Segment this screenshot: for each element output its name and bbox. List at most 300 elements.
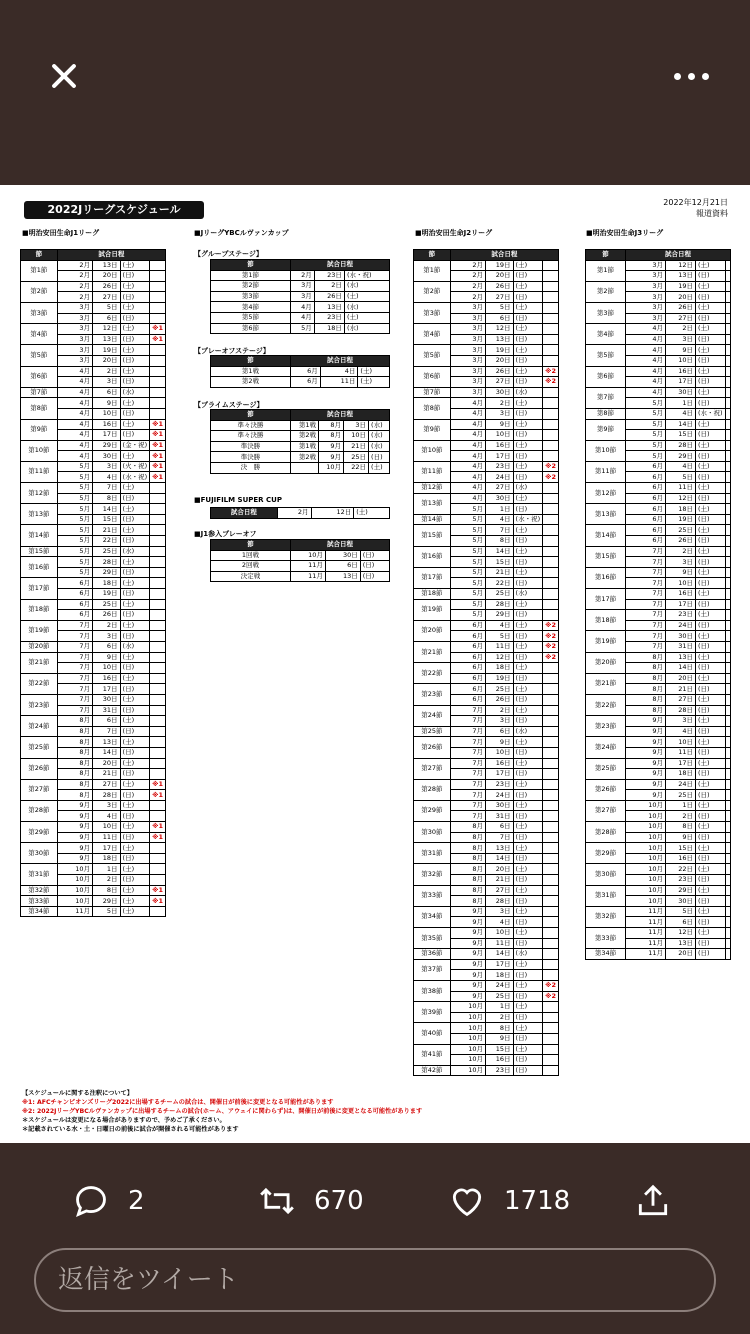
- month-cell: 8月: [626, 673, 666, 684]
- month-cell: 8月: [450, 832, 485, 843]
- table-row: [414, 260, 559, 271]
- weekday-cell: (土): [696, 737, 726, 748]
- month-cell: 5月: [450, 525, 485, 536]
- day-cell: 19日: [485, 345, 513, 356]
- day-cell: 21日: [92, 525, 120, 536]
- like-count: 1718: [504, 1186, 571, 1216]
- table-cell: 10月: [319, 462, 344, 473]
- day-cell: 6日: [485, 313, 513, 324]
- month-cell: 5月: [57, 514, 92, 525]
- note-mark: ※2: [543, 991, 559, 1002]
- weekday-cell: (土): [120, 652, 150, 663]
- note-mark: [543, 514, 559, 525]
- round-label: 第27節: [586, 800, 626, 821]
- day-cell: 4日: [92, 472, 120, 483]
- table-row: [414, 800, 559, 811]
- round-label: 第20節: [21, 641, 58, 652]
- table-cell: 2日: [314, 281, 344, 292]
- note-mark: [150, 483, 166, 494]
- day-cell: 11日: [485, 938, 513, 949]
- round-label: 第2節: [586, 281, 626, 302]
- round-label: 第37節: [414, 959, 451, 980]
- table-cell: 準々決勝: [211, 420, 291, 431]
- note-mark: [543, 355, 559, 366]
- note-mark: [543, 790, 559, 801]
- note-mark: ※2: [543, 366, 559, 377]
- note-mark: [150, 302, 166, 313]
- weekday-cell: (土): [696, 652, 726, 663]
- weekday-cell: (水): [513, 589, 543, 600]
- day-cell: 27日: [485, 377, 513, 388]
- note-mark: [543, 1002, 559, 1013]
- month-cell: 11月: [57, 906, 92, 917]
- table-row: [586, 589, 731, 600]
- round-label: 第5節: [21, 345, 58, 366]
- weekday-cell: (土): [120, 398, 150, 409]
- month-cell: 4月: [57, 430, 92, 441]
- month-cell: 10月: [450, 1044, 485, 1055]
- weekday-cell: (日): [696, 853, 726, 864]
- note-mark: [725, 631, 730, 642]
- round-label: 第24節: [21, 716, 58, 737]
- weekday-cell: (日): [120, 769, 150, 780]
- day-cell: 24日: [485, 790, 513, 801]
- weekday-cell: (日): [513, 504, 543, 515]
- note-mark: [150, 726, 166, 737]
- month-cell: 4月: [57, 451, 92, 462]
- day-cell: 11日: [485, 641, 513, 652]
- column-header-date: 試合日程: [626, 250, 731, 261]
- month-cell: 4月: [57, 377, 92, 388]
- round-label: 第8節: [414, 398, 451, 419]
- month-cell: 10月: [626, 885, 666, 896]
- day-cell: 15日: [666, 430, 696, 441]
- round-label: 第22節: [21, 673, 58, 694]
- month-cell: 6月: [626, 514, 666, 525]
- note-mark: [150, 864, 166, 875]
- note-mark: [725, 822, 730, 833]
- note-mark: [725, 769, 730, 780]
- weekday-cell: (日): [513, 790, 543, 801]
- month-cell: 9月: [450, 949, 485, 960]
- weekday-cell: (日): [696, 493, 726, 504]
- note-mark: [543, 949, 559, 960]
- round-label: 第18節: [21, 599, 58, 620]
- table-cell: 第1戦: [211, 366, 291, 377]
- month-cell: 8月: [626, 663, 666, 674]
- table-row: [586, 779, 731, 790]
- weekday-cell: (日): [513, 451, 543, 462]
- day-cell: 15日: [485, 557, 513, 568]
- day-cell: 30日: [92, 451, 120, 462]
- weekday-cell: (土): [120, 716, 150, 727]
- round-label: 第12節: [21, 483, 58, 504]
- table-cell: 11日: [320, 377, 358, 388]
- table-cell: 第2戦: [291, 431, 319, 442]
- table-header: [211, 540, 390, 551]
- round-label: 第8節: [21, 398, 58, 419]
- note-mark: [725, 451, 730, 462]
- round-label: 第25節: [414, 726, 451, 737]
- column-header-round: 節: [211, 356, 291, 367]
- day-cell: 2日: [666, 324, 696, 335]
- weekday-cell: (日): [696, 896, 726, 907]
- round-label: 第4節: [586, 324, 626, 345]
- month-cell: 7月: [626, 610, 666, 621]
- month-cell: 3月: [450, 366, 485, 377]
- day-cell: 4日: [666, 726, 696, 737]
- day-cell: 18日: [485, 970, 513, 981]
- month-cell: 10月: [626, 800, 666, 811]
- weekday-cell: (土): [513, 567, 543, 578]
- round-label: 第23節: [586, 716, 626, 737]
- month-cell: 3月: [57, 334, 92, 345]
- table-cell: (水): [369, 431, 390, 442]
- month-cell: 7月: [450, 800, 485, 811]
- table-row: [414, 302, 559, 313]
- month-cell: 8月: [450, 822, 485, 833]
- round-label: 第9節: [21, 419, 58, 440]
- month-cell: 5月: [57, 567, 92, 578]
- note-mark: [543, 853, 559, 864]
- schedule-document[interactable]: [0, 185, 750, 1143]
- note-mark: [725, 779, 730, 790]
- weekday-cell: (土): [513, 705, 543, 716]
- table-row: [586, 949, 731, 960]
- month-cell: 5月: [57, 525, 92, 536]
- round-label: 第1節: [414, 260, 451, 281]
- month-cell: 4月: [450, 408, 485, 419]
- table-cell: 第5節: [211, 312, 291, 323]
- table-cell: 18日: [314, 323, 344, 334]
- table-row: [211, 377, 390, 388]
- table-row: [21, 716, 166, 727]
- round-label: 第42節: [414, 1065, 451, 1076]
- day-cell: 5日: [666, 906, 696, 917]
- table-row: [21, 461, 166, 472]
- table-cell: 8月: [319, 431, 344, 442]
- table-row: [21, 260, 166, 271]
- table-row: [414, 567, 559, 578]
- weekday-cell: (土): [696, 504, 726, 515]
- more-icon[interactable]: [668, 60, 716, 92]
- month-cell: 10月: [57, 885, 92, 896]
- note-mark: [150, 525, 166, 536]
- day-cell: 14日: [485, 853, 513, 864]
- round-label: 第12節: [414, 483, 451, 494]
- note-mark: ※1: [150, 790, 166, 801]
- day-cell: 27日: [92, 779, 120, 790]
- retweet-button[interactable]: [258, 1181, 364, 1221]
- weekday-cell: (土): [120, 366, 150, 377]
- day-cell: 29日: [92, 896, 120, 907]
- round-label: 第38節: [414, 980, 451, 1001]
- month-cell: 9月: [57, 843, 92, 854]
- round-label: 第16節: [586, 567, 626, 588]
- month-cell: 2月: [450, 281, 485, 292]
- note-mark: [725, 281, 730, 292]
- note-mark: [725, 324, 730, 335]
- round-label: 第5節: [414, 345, 451, 366]
- weekday-cell: (土): [120, 737, 150, 748]
- month-cell: 6月: [626, 525, 666, 536]
- note-mark: [725, 302, 730, 313]
- column-header-round: 節: [211, 410, 291, 421]
- month-cell: 8月: [450, 864, 485, 875]
- table-row: [21, 398, 166, 409]
- month-cell: 8月: [57, 790, 92, 801]
- note-mark: ※1: [150, 440, 166, 451]
- note-mark: [150, 377, 166, 388]
- note-mark: [150, 631, 166, 642]
- note-mark: [725, 716, 730, 727]
- note-mark: [725, 737, 730, 748]
- table-row: [586, 758, 731, 769]
- weekday-cell: (日): [513, 271, 543, 282]
- table-row: [586, 928, 731, 939]
- day-cell: 4日: [485, 514, 513, 525]
- note-mark: ※2: [543, 652, 559, 663]
- day-cell: 3日: [666, 334, 696, 345]
- weekday-cell: (水): [120, 387, 150, 398]
- weekday-cell: (日): [513, 430, 543, 441]
- note-mark: ※1: [150, 451, 166, 462]
- weekday-cell: (水・祝): [120, 472, 150, 483]
- month-cell: 10月: [57, 896, 92, 907]
- weekday-cell: (土): [696, 758, 726, 769]
- note-mark: [543, 493, 559, 504]
- round-label: 第10節: [414, 440, 451, 461]
- table-row: [21, 345, 166, 356]
- round-label: 第34節: [414, 906, 451, 927]
- month-cell: 7月: [626, 578, 666, 589]
- month-cell: 7月: [57, 641, 92, 652]
- month-cell: 3月: [450, 355, 485, 366]
- note-mark: [150, 557, 166, 568]
- round-label: 第34節: [21, 906, 58, 917]
- day-cell: 27日: [485, 292, 513, 303]
- table-cell: 4月: [291, 312, 315, 323]
- weekday-cell: (土): [513, 928, 543, 939]
- month-cell: 7月: [626, 599, 666, 610]
- note-mark: [725, 811, 730, 822]
- note-mark: [543, 557, 559, 568]
- note-mark: [543, 536, 559, 547]
- weekday-cell: (日): [513, 334, 543, 345]
- round-label: 第17節: [21, 578, 58, 599]
- table-row: [586, 260, 731, 271]
- round-label: 第19節: [414, 599, 451, 620]
- weekday-cell: (日): [513, 853, 543, 864]
- weekday-cell: (土): [513, 398, 543, 409]
- month-cell: 2月: [450, 260, 485, 271]
- round-label: 第33節: [586, 928, 626, 949]
- note-mark: [725, 366, 730, 377]
- day-cell: 15日: [92, 514, 120, 525]
- weekday-cell: (土): [513, 345, 543, 356]
- day-cell: 11日: [92, 832, 120, 843]
- table-row: [211, 291, 390, 302]
- round-label: 第16節: [414, 546, 451, 567]
- day-cell: 27日: [666, 694, 696, 705]
- month-cell: 10月: [450, 1002, 485, 1013]
- month-cell: 4月: [57, 408, 92, 419]
- weekday-cell: (土): [696, 673, 726, 684]
- month-cell: 10月: [626, 875, 666, 886]
- media-viewer-header: [0, 0, 750, 185]
- table-header: [211, 356, 390, 367]
- day-cell: 4日: [92, 811, 120, 822]
- day-cell: 1日: [666, 800, 696, 811]
- note-mark: [150, 408, 166, 419]
- close-icon[interactable]: [40, 52, 88, 100]
- round-label: 第39節: [414, 1002, 451, 1023]
- share-button[interactable]: [634, 1181, 690, 1221]
- note-mark: [543, 684, 559, 695]
- weekday-cell: (土): [120, 504, 150, 515]
- like-button[interactable]: [448, 1181, 570, 1221]
- note-mark: [150, 292, 166, 303]
- month-cell: 3月: [57, 324, 92, 335]
- weekday-cell: (土): [513, 864, 543, 875]
- table-row: [414, 514, 559, 525]
- weekday-cell: (日): [696, 663, 726, 674]
- table-cell: 準決勝: [211, 452, 291, 463]
- day-cell: 22日: [485, 578, 513, 589]
- day-cell: 28日: [92, 790, 120, 801]
- note-mark: [725, 493, 730, 504]
- note-mark: [150, 737, 166, 748]
- note-mark: [725, 684, 730, 695]
- month-cell: 9月: [57, 811, 92, 822]
- note-mark: [543, 599, 559, 610]
- month-cell: 4月: [450, 398, 485, 409]
- table-row: [414, 483, 559, 494]
- note-mark: [150, 610, 166, 621]
- day-cell: 24日: [485, 980, 513, 991]
- weekday-cell: (日): [120, 355, 150, 366]
- weekday-cell: (日): [696, 472, 726, 483]
- round-label: 第33節: [21, 896, 58, 907]
- month-cell: 8月: [450, 843, 485, 854]
- round-label: 第41節: [414, 1044, 451, 1065]
- note-mark: [150, 504, 166, 515]
- table-row: [21, 800, 166, 811]
- day-cell: 13日: [92, 737, 120, 748]
- month-cell: 8月: [57, 758, 92, 769]
- table-cell: 1回戦: [211, 550, 291, 561]
- month-cell: 2月: [450, 292, 485, 303]
- day-cell: 30日: [485, 387, 513, 398]
- month-cell: 4月: [450, 493, 485, 504]
- table-cell: 10月: [291, 550, 326, 561]
- day-cell: 2日: [666, 546, 696, 557]
- table-cell: (水): [344, 302, 389, 313]
- note-mark: [725, 641, 730, 652]
- weekday-cell: (日): [120, 832, 150, 843]
- table-row: [211, 441, 390, 452]
- note-mark: [543, 959, 559, 970]
- month-cell: 3月: [626, 271, 666, 282]
- weekday-cell: (土): [120, 758, 150, 769]
- month-cell: 6月: [57, 578, 92, 589]
- table-cell: (水): [344, 323, 389, 334]
- round-label: 第11節: [414, 461, 451, 482]
- day-cell: 17日: [92, 843, 120, 854]
- weekday-cell: (土): [513, 684, 543, 695]
- weekday-cell: (日): [696, 917, 726, 928]
- month-cell: 7月: [57, 663, 92, 674]
- month-cell: 4月: [450, 451, 485, 462]
- round-label: 第17節: [586, 589, 626, 610]
- table-cell: 13日: [325, 571, 360, 582]
- month-cell: 4月: [450, 472, 485, 483]
- reply-input[interactable]: 返信をツイート: [34, 1248, 716, 1312]
- day-cell: 25日: [485, 684, 513, 695]
- weekday-cell: (土): [120, 302, 150, 313]
- weekday-cell: (日): [696, 536, 726, 547]
- month-cell: 10月: [57, 864, 92, 875]
- round-label: 第20節: [414, 620, 451, 641]
- note-mark: [725, 928, 730, 939]
- month-cell: 9月: [626, 726, 666, 737]
- table-row: [21, 387, 166, 398]
- note-mark: [150, 875, 166, 886]
- month-cell: 8月: [626, 705, 666, 716]
- month-cell: 2月: [57, 281, 92, 292]
- weekday-cell: (日): [696, 334, 726, 345]
- table-row: [586, 483, 731, 494]
- column-header-date: 試合日程: [291, 540, 390, 551]
- j2-schedule-table: [413, 249, 559, 1076]
- table-row: [21, 737, 166, 748]
- reply-button[interactable]: [72, 1181, 145, 1221]
- table-cell: (土): [358, 366, 390, 377]
- note-mark: [543, 726, 559, 737]
- table-row: [21, 440, 166, 451]
- day-cell: 10日: [666, 578, 696, 589]
- weekday-cell: (土): [120, 885, 150, 896]
- day-cell: 8日: [92, 885, 120, 896]
- table-row: [586, 716, 731, 727]
- note-mark: [725, 472, 730, 483]
- note-mark: [725, 853, 730, 864]
- weekday-cell: (日): [696, 514, 726, 525]
- month-cell: 7月: [450, 737, 485, 748]
- day-cell: 10日: [666, 737, 696, 748]
- weekday-cell: (土): [120, 694, 150, 705]
- round-label: 第26節: [414, 737, 451, 758]
- weekday-cell: (土): [696, 800, 726, 811]
- day-cell: 2日: [485, 705, 513, 716]
- table-cell: 準々決勝: [211, 431, 291, 442]
- table-row: [414, 461, 559, 472]
- weekday-cell: (日): [513, 610, 543, 621]
- weekday-cell: (水): [513, 483, 543, 494]
- table-row: [414, 599, 559, 610]
- month-cell: 4月: [626, 377, 666, 388]
- note-mark: [725, 694, 730, 705]
- note-mark: [543, 885, 559, 896]
- note-mark: [725, 620, 730, 631]
- weekday-cell: (日): [120, 853, 150, 864]
- weekday-cell: (日): [513, 557, 543, 568]
- day-cell: 30日: [92, 694, 120, 705]
- table-row: [21, 557, 166, 568]
- day-cell: 1日: [666, 398, 696, 409]
- day-cell: 17日: [485, 451, 513, 462]
- note-mark: [150, 641, 166, 652]
